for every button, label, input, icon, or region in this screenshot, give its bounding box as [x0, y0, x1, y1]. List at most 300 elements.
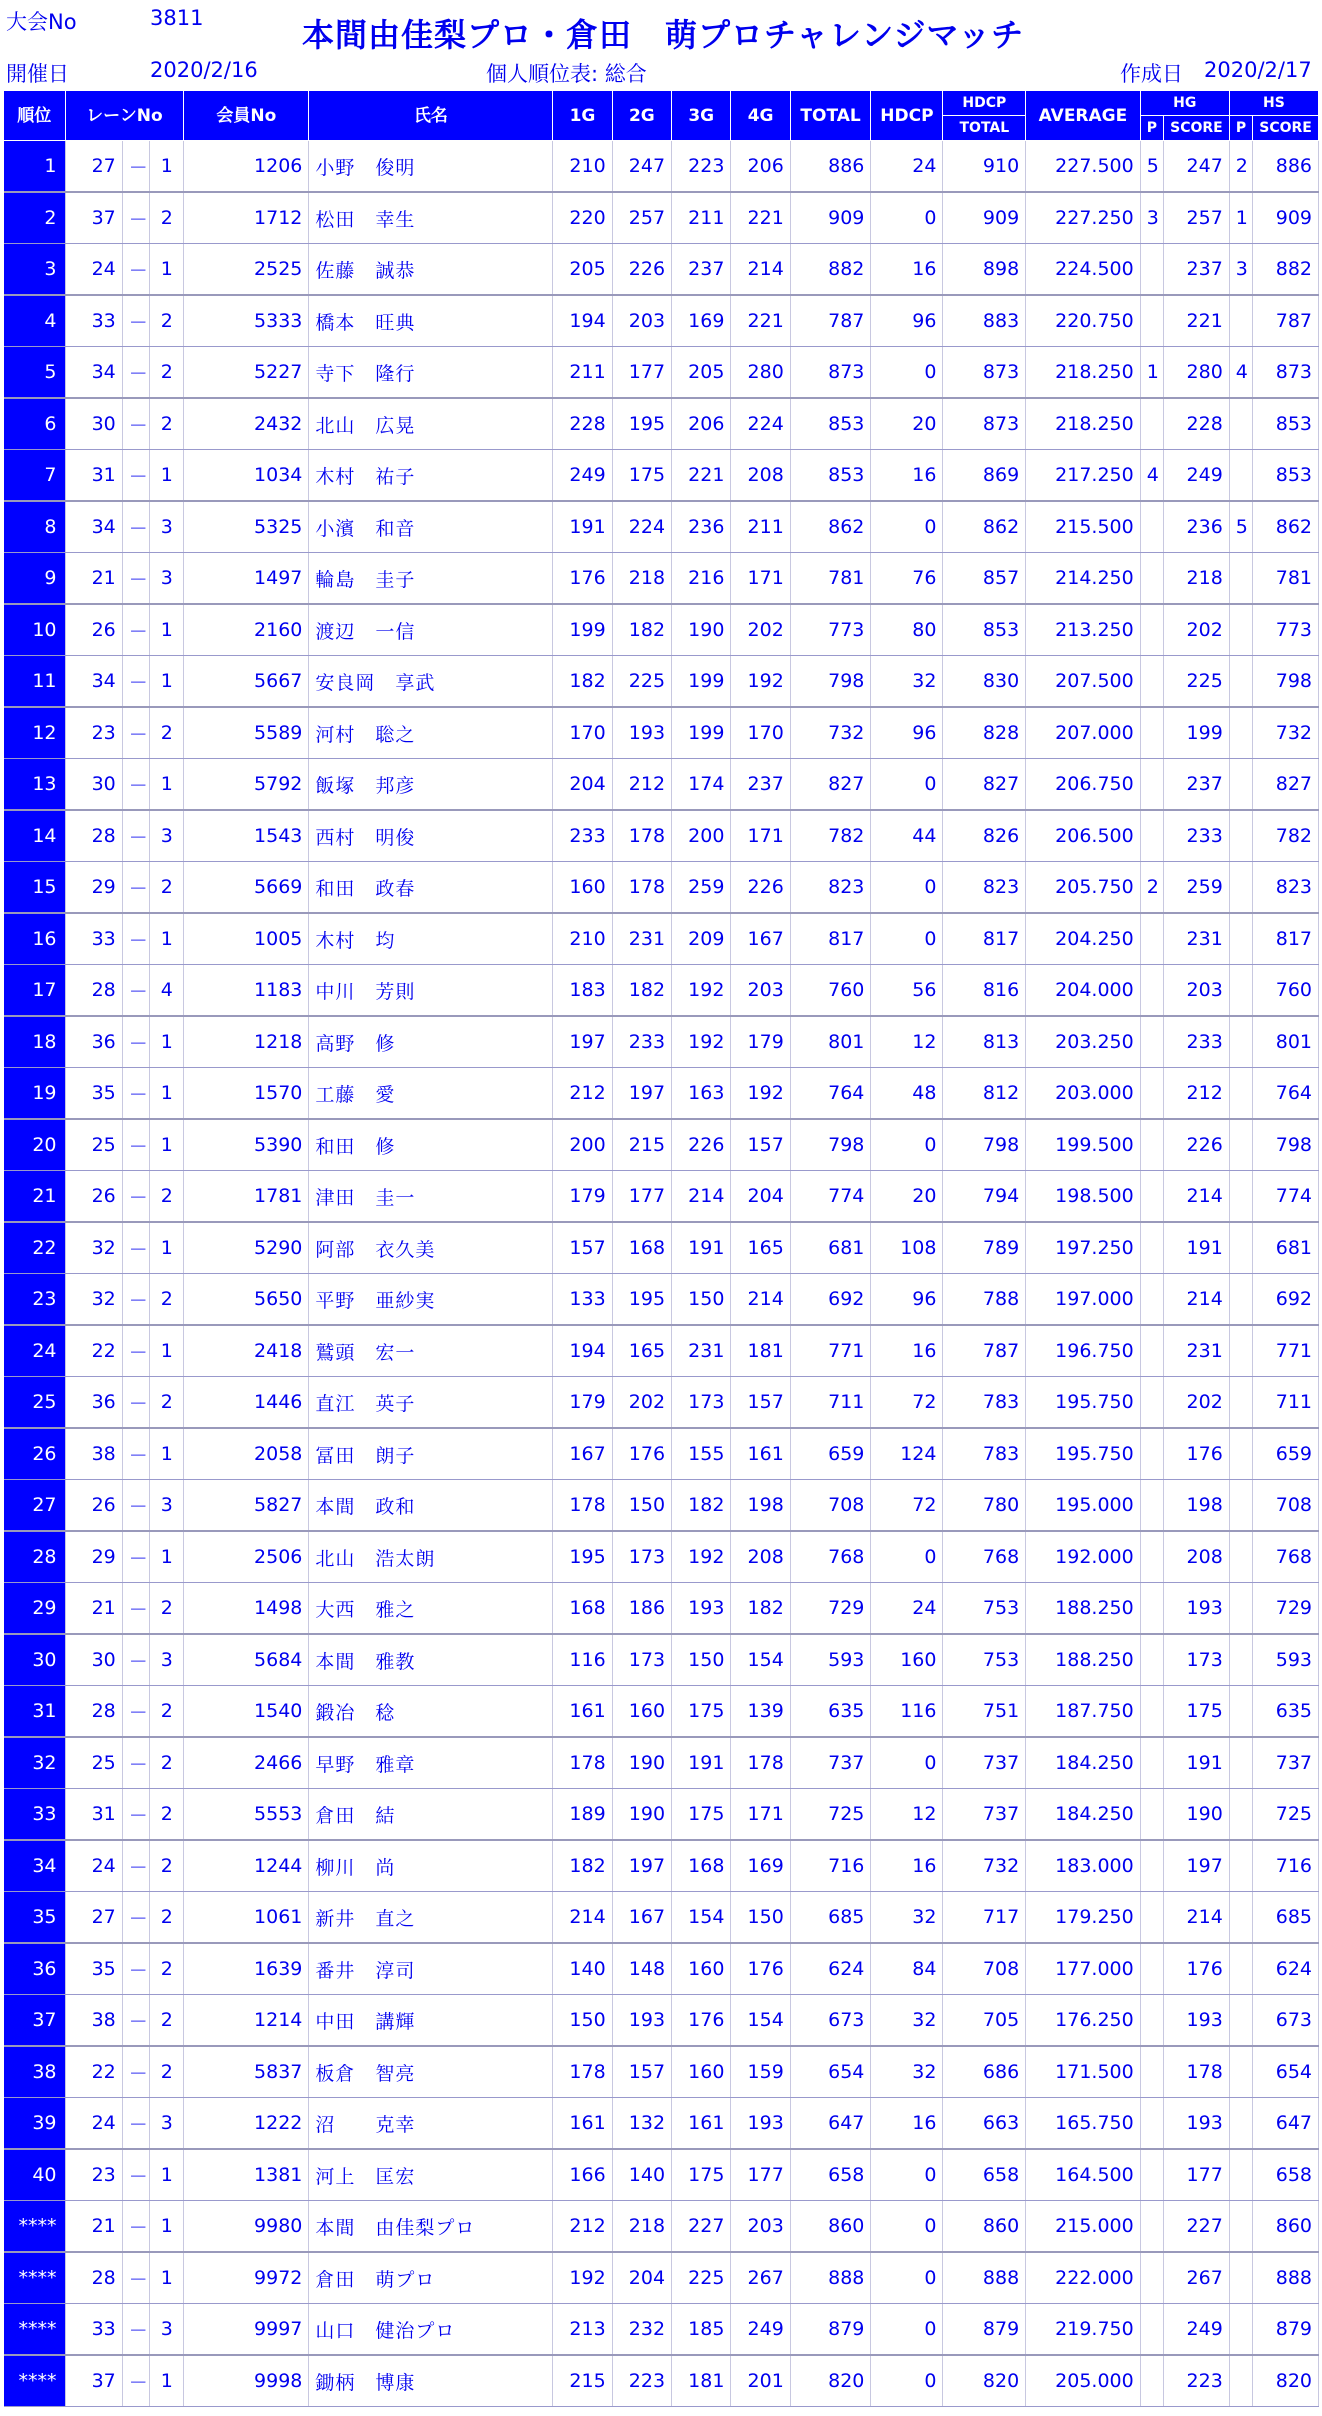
lane-pos-cell: 3 — [150, 2098, 184, 2150]
hg-place-cell — [1140, 810, 1163, 862]
rank-cell: 33 — [4, 1789, 66, 1841]
rank-cell: 20 — [4, 1119, 66, 1171]
hg-score-cell: 203 — [1164, 965, 1230, 1017]
hdcp-cell: 0 — [871, 192, 943, 244]
rank-cell: 31 — [4, 1686, 66, 1738]
hs-place-cell — [1229, 1995, 1252, 2047]
hg-score-cell: 280 — [1164, 347, 1230, 399]
hs-place-cell: 2 — [1229, 141, 1252, 193]
hs-score-cell: 768 — [1253, 1531, 1319, 1583]
game4-cell: 169 — [731, 1840, 790, 1892]
player-name-cell: 沼 克幸 — [309, 2098, 553, 2150]
average-cell: 215.500 — [1026, 501, 1141, 553]
hs-place-cell — [1229, 1583, 1252, 1635]
hdcp-cell: 160 — [871, 1634, 943, 1686]
hg-place-cell — [1140, 244, 1163, 296]
hg-place-cell — [1140, 2098, 1163, 2150]
total-cell: 654 — [790, 2046, 871, 2098]
player-name-cell: 本間 政和 — [309, 1480, 553, 1532]
game1-cell: 233 — [553, 810, 612, 862]
average-cell: 188.250 — [1026, 1583, 1141, 1635]
rank-cell: 16 — [4, 913, 66, 965]
lane-cell: 30 — [65, 759, 122, 811]
hg-place-cell — [1140, 1480, 1163, 1532]
lane-cell: 30 — [65, 398, 122, 450]
hdcp-total-cell: 830 — [943, 656, 1026, 708]
lane-cell: 25 — [65, 1737, 122, 1789]
hs-score-cell: 774 — [1253, 1171, 1319, 1223]
lane-pos-cell: 3 — [150, 1480, 184, 1532]
hg-score-cell: 218 — [1164, 553, 1230, 605]
hs-place-cell — [1229, 450, 1252, 502]
rank-cell: 4 — [4, 295, 66, 347]
game4-cell: 177 — [731, 2149, 790, 2201]
member-no-cell: 2466 — [184, 1737, 309, 1789]
player-name-cell: 山口 健治プロ — [309, 2304, 553, 2356]
game3-cell: 181 — [672, 2355, 731, 2407]
total-cell: 827 — [790, 759, 871, 811]
hdcp-cell: 24 — [871, 141, 943, 193]
game4-cell: 193 — [731, 2098, 790, 2150]
total-cell: 774 — [790, 1171, 871, 1223]
hdcp-total-cell: 823 — [943, 862, 1026, 914]
game3-cell: 193 — [672, 1583, 731, 1635]
col-average: AVERAGE — [1026, 91, 1141, 141]
hs-place-cell — [1229, 2149, 1252, 2201]
hg-place-cell: 5 — [1140, 141, 1163, 193]
member-no-cell: 9997 — [184, 2304, 309, 2356]
game4-cell: 170 — [731, 707, 790, 759]
lane-dash-cell: － — [122, 244, 150, 296]
lane-cell: 24 — [65, 2098, 122, 2150]
game2-cell: 212 — [612, 759, 671, 811]
game1-cell: 140 — [553, 1943, 612, 1995]
hdcp-cell: 32 — [871, 2046, 943, 2098]
table-row — [4, 2355, 1319, 2407]
hdcp-cell: 12 — [871, 1789, 943, 1841]
game1-cell: 249 — [553, 450, 612, 502]
table-row — [4, 707, 1319, 759]
hdcp-cell: 16 — [871, 1325, 943, 1377]
game2-cell: 148 — [612, 1943, 671, 1995]
game4-cell: 224 — [731, 398, 790, 450]
hs-place-cell — [1229, 1943, 1252, 1995]
hdcp-total-cell: 828 — [943, 707, 1026, 759]
member-no-cell: 5325 — [184, 501, 309, 553]
total-cell: 862 — [790, 501, 871, 553]
hs-score-cell: 771 — [1253, 1325, 1319, 1377]
lane-cell: 22 — [65, 2046, 122, 2098]
member-no-cell: 1005 — [184, 913, 309, 965]
hs-score-cell: 708 — [1253, 1480, 1319, 1532]
table-row — [4, 1583, 1319, 1635]
hdcp-total-cell: 898 — [943, 244, 1026, 296]
game1-cell: 210 — [553, 141, 612, 193]
hdcp-cell: 0 — [871, 1119, 943, 1171]
hs-place-cell — [1229, 1377, 1252, 1429]
average-cell: 195.000 — [1026, 1480, 1141, 1532]
hg-place-cell — [1140, 1789, 1163, 1841]
hg-place-cell — [1140, 398, 1163, 450]
game4-cell: 249 — [731, 2304, 790, 2356]
table-row — [4, 2252, 1319, 2304]
lane-dash-cell: － — [122, 2046, 150, 2098]
hs-score-cell: 820 — [1253, 2355, 1319, 2407]
hdcp-total-cell: 798 — [943, 1119, 1026, 1171]
hs-score-cell: 909 — [1253, 192, 1319, 244]
player-name-cell: 寺下 隆行 — [309, 347, 553, 399]
hs-score-cell: 853 — [1253, 450, 1319, 502]
lane-pos-cell: 3 — [150, 2304, 184, 2356]
hs-score-cell: 737 — [1253, 1737, 1319, 1789]
total-cell: 685 — [790, 1892, 871, 1944]
hs-score-cell: 647 — [1253, 2098, 1319, 2150]
table-row — [4, 810, 1319, 862]
member-no-cell: 1206 — [184, 141, 309, 193]
game2-cell: 150 — [612, 1480, 671, 1532]
lane-pos-cell: 4 — [150, 965, 184, 1017]
table-row — [4, 450, 1319, 502]
hdcp-cell: 124 — [871, 1428, 943, 1480]
total-cell: 823 — [790, 862, 871, 914]
hs-score-cell: 658 — [1253, 2149, 1319, 2201]
hg-score-cell: 177 — [1164, 2149, 1230, 2201]
table-row — [4, 1377, 1319, 1429]
average-cell: 192.000 — [1026, 1531, 1141, 1583]
rank-cell: 37 — [4, 1995, 66, 2047]
game3-cell: 150 — [672, 1634, 731, 1686]
lane-dash-cell: － — [122, 965, 150, 1017]
hdcp-total-cell: 753 — [943, 1583, 1026, 1635]
lane-pos-cell: 2 — [150, 862, 184, 914]
game2-cell: 232 — [612, 2304, 671, 2356]
page-subtitle: 個人順位表: 総合 — [486, 62, 647, 86]
hg-score-cell: 227 — [1164, 2201, 1230, 2253]
lane-pos-cell: 1 — [150, 2201, 184, 2253]
table-row — [4, 1943, 1319, 1995]
average-cell: 176.250 — [1026, 1995, 1141, 2047]
table-row — [4, 1171, 1319, 1223]
lane-pos-cell: 1 — [150, 2355, 184, 2407]
hs-score-cell: 654 — [1253, 2046, 1319, 2098]
hs-place-cell — [1229, 1531, 1252, 1583]
hs-place-cell — [1229, 1686, 1252, 1738]
total-cell: 781 — [790, 553, 871, 605]
hdcp-total-cell: 812 — [943, 1068, 1026, 1120]
player-name-cell: 冨田 朗子 — [309, 1428, 553, 1480]
lane-dash-cell: － — [122, 1016, 150, 1068]
game1-cell: 161 — [553, 1686, 612, 1738]
player-name-cell: 板倉 智亮 — [309, 2046, 553, 2098]
hs-place-cell — [1229, 2201, 1252, 2253]
hdcp-cell: 16 — [871, 1840, 943, 1892]
game4-cell: 192 — [731, 656, 790, 708]
hdcp-cell: 0 — [871, 2304, 943, 2356]
lane-pos-cell: 3 — [150, 1634, 184, 1686]
game1-cell: 178 — [553, 1737, 612, 1789]
member-no-cell: 5390 — [184, 1119, 309, 1171]
hg-place-cell — [1140, 501, 1163, 553]
lane-pos-cell: 2 — [150, 1274, 184, 1326]
player-name-cell: 高野 修 — [309, 1016, 553, 1068]
lane-pos-cell: 2 — [150, 1171, 184, 1223]
hdcp-total-cell: 813 — [943, 1016, 1026, 1068]
game2-cell: 160 — [612, 1686, 671, 1738]
lane-pos-cell: 1 — [150, 2252, 184, 2304]
table-row — [4, 1428, 1319, 1480]
game2-cell: 224 — [612, 501, 671, 553]
total-cell: 882 — [790, 244, 871, 296]
rank-cell: 39 — [4, 2098, 66, 2150]
lane-pos-cell: 3 — [150, 553, 184, 605]
total-cell: 787 — [790, 295, 871, 347]
total-cell: 647 — [790, 2098, 871, 2150]
member-no-cell: 2506 — [184, 1531, 309, 1583]
hdcp-total-cell: 862 — [943, 501, 1026, 553]
game2-cell: 190 — [612, 1789, 671, 1841]
lane-pos-cell: 2 — [150, 1892, 184, 1944]
total-cell: 853 — [790, 450, 871, 502]
average-cell: 222.000 — [1026, 2252, 1141, 2304]
hs-place-cell — [1229, 1016, 1252, 1068]
hs-score-cell: 873 — [1253, 347, 1319, 399]
rank-cell: **** — [4, 2355, 66, 2407]
lane-pos-cell: 2 — [150, 1789, 184, 1841]
hs-score-cell: 692 — [1253, 1274, 1319, 1326]
hs-place-cell — [1229, 1737, 1252, 1789]
hg-place-cell — [1140, 1892, 1163, 1944]
player-name-cell: 佐藤 誠恭 — [309, 244, 553, 296]
hs-place-cell — [1229, 1325, 1252, 1377]
hdcp-total-cell: 686 — [943, 2046, 1026, 2098]
hs-place-cell — [1229, 862, 1252, 914]
hg-place-cell — [1140, 1428, 1163, 1480]
total-cell: 886 — [790, 141, 871, 193]
game2-cell: 177 — [612, 1171, 671, 1223]
hdcp-total-cell: 751 — [943, 1686, 1026, 1738]
lane-pos-cell: 2 — [150, 192, 184, 244]
member-no-cell: 5837 — [184, 2046, 309, 2098]
game4-cell: 280 — [731, 347, 790, 399]
player-name-cell: 大西 雅之 — [309, 1583, 553, 1635]
rank-cell: 36 — [4, 1943, 66, 1995]
total-cell: 593 — [790, 1634, 871, 1686]
hg-score-cell: 173 — [1164, 1634, 1230, 1686]
game4-cell: 214 — [731, 1274, 790, 1326]
hs-place-cell: 5 — [1229, 501, 1252, 553]
hg-score-cell: 225 — [1164, 656, 1230, 708]
col-name: 氏名 — [309, 91, 553, 141]
hs-score-cell: 782 — [1253, 810, 1319, 862]
hg-score-cell: 202 — [1164, 1377, 1230, 1429]
average-cell: 227.250 — [1026, 192, 1141, 244]
col-hg-score: SCORE — [1164, 116, 1230, 141]
average-cell: 188.250 — [1026, 1634, 1141, 1686]
rank-cell: 10 — [4, 604, 66, 656]
hs-score-cell: 681 — [1253, 1222, 1319, 1274]
game2-cell: 218 — [612, 2201, 671, 2253]
hg-score-cell: 193 — [1164, 1995, 1230, 2047]
player-name-cell: 木村 均 — [309, 913, 553, 965]
hg-score-cell: 178 — [1164, 2046, 1230, 2098]
col-total: TOTAL — [790, 91, 871, 141]
lane-pos-cell: 2 — [150, 398, 184, 450]
col-lane: レーンNo — [65, 91, 184, 141]
hg-place-cell — [1140, 1634, 1163, 1686]
hg-score-cell: 237 — [1164, 244, 1230, 296]
hdcp-total-cell: 860 — [943, 2201, 1026, 2253]
page-title: 本間由佳梨プロ・倉田 萌プロチャレンジマッチ — [302, 16, 1025, 54]
game3-cell: 150 — [672, 1274, 731, 1326]
lane-cell: 21 — [65, 1583, 122, 1635]
rank-cell: 14 — [4, 810, 66, 862]
table-row — [4, 141, 1319, 193]
game2-cell: 140 — [612, 2149, 671, 2201]
player-name-cell: 北山 広晃 — [309, 398, 553, 450]
lane-dash-cell: － — [122, 862, 150, 914]
lane-cell: 36 — [65, 1016, 122, 1068]
rank-cell: 29 — [4, 1583, 66, 1635]
game4-cell: 176 — [731, 1943, 790, 1995]
player-name-cell: 倉田 結 — [309, 1789, 553, 1841]
hg-score-cell: 236 — [1164, 501, 1230, 553]
player-name-cell: 北山 浩太朗 — [309, 1531, 553, 1583]
average-cell: 218.250 — [1026, 347, 1141, 399]
hg-place-cell — [1140, 1943, 1163, 1995]
hdcp-total-cell: 820 — [943, 2355, 1026, 2407]
game3-cell: 190 — [672, 604, 731, 656]
lane-cell: 22 — [65, 1325, 122, 1377]
hg-place-cell — [1140, 1274, 1163, 1326]
lane-cell: 21 — [65, 2201, 122, 2253]
game3-cell: 169 — [672, 295, 731, 347]
lane-dash-cell: － — [122, 192, 150, 244]
hg-place-cell: 1 — [1140, 347, 1163, 399]
average-cell: 195.750 — [1026, 1377, 1141, 1429]
lane-cell: 26 — [65, 604, 122, 656]
member-no-cell: 5553 — [184, 1789, 309, 1841]
hdcp-total-cell: 883 — [943, 295, 1026, 347]
hdcp-cell: 76 — [871, 553, 943, 605]
hg-place-cell — [1140, 2355, 1163, 2407]
total-cell: 764 — [790, 1068, 871, 1120]
rank-cell: 26 — [4, 1428, 66, 1480]
average-cell: 207.500 — [1026, 656, 1141, 708]
game1-cell: 157 — [553, 1222, 612, 1274]
hdcp-total-cell: 737 — [943, 1737, 1026, 1789]
table-row — [4, 192, 1319, 244]
total-cell: 782 — [790, 810, 871, 862]
date-label: 開催日 — [6, 62, 69, 86]
hdcp-total-cell: 879 — [943, 2304, 1026, 2356]
hs-score-cell: 732 — [1253, 707, 1319, 759]
table-row — [4, 553, 1319, 605]
game1-cell: 210 — [553, 913, 612, 965]
hs-score-cell: 635 — [1253, 1686, 1319, 1738]
hg-score-cell: 249 — [1164, 450, 1230, 502]
hs-place-cell — [1229, 1068, 1252, 1120]
member-no-cell: 1543 — [184, 810, 309, 862]
member-no-cell: 1183 — [184, 965, 309, 1017]
game2-cell: 175 — [612, 450, 671, 502]
col-hg-p: P — [1140, 116, 1163, 141]
rank-cell: 3 — [4, 244, 66, 296]
average-cell: 198.500 — [1026, 1171, 1141, 1223]
lane-dash-cell: － — [122, 1686, 150, 1738]
lane-pos-cell: 1 — [150, 913, 184, 965]
game4-cell: 157 — [731, 1377, 790, 1429]
member-no-cell: 1540 — [184, 1686, 309, 1738]
hg-score-cell: 231 — [1164, 1325, 1230, 1377]
table-row — [4, 1737, 1319, 1789]
lane-dash-cell: － — [122, 707, 150, 759]
hdcp-cell: 32 — [871, 1892, 943, 1944]
rank-cell: 9 — [4, 553, 66, 605]
hg-place-cell — [1140, 1068, 1163, 1120]
hs-score-cell: 673 — [1253, 1995, 1319, 2047]
hdcp-cell: 0 — [871, 913, 943, 965]
hdcp-total-cell: 827 — [943, 759, 1026, 811]
table-row — [4, 295, 1319, 347]
lane-cell: 37 — [65, 192, 122, 244]
player-name-cell: 飯塚 邦彦 — [309, 759, 553, 811]
game4-cell: 201 — [731, 2355, 790, 2407]
hs-score-cell: 725 — [1253, 1789, 1319, 1841]
hs-score-cell: 798 — [1253, 656, 1319, 708]
lane-dash-cell: － — [122, 1171, 150, 1223]
average-cell: 199.500 — [1026, 1119, 1141, 1171]
lane-cell: 31 — [65, 1789, 122, 1841]
game3-cell: 225 — [672, 2252, 731, 2304]
total-cell: 820 — [790, 2355, 871, 2407]
total-cell: 888 — [790, 2252, 871, 2304]
lane-dash-cell: － — [122, 759, 150, 811]
game3-cell: 259 — [672, 862, 731, 914]
game3-cell: 192 — [672, 1016, 731, 1068]
table-row — [4, 604, 1319, 656]
game3-cell: 168 — [672, 1840, 731, 1892]
hg-score-cell: 191 — [1164, 1737, 1230, 1789]
game1-cell: 192 — [553, 2252, 612, 2304]
hg-place-cell — [1140, 1737, 1163, 1789]
rank-cell: 30 — [4, 1634, 66, 1686]
hg-score-cell: 228 — [1164, 398, 1230, 450]
hs-place-cell — [1229, 1789, 1252, 1841]
total-cell: 732 — [790, 707, 871, 759]
hdcp-cell: 108 — [871, 1222, 943, 1274]
rank-cell: 32 — [4, 1737, 66, 1789]
game1-cell: 170 — [553, 707, 612, 759]
hs-place-cell — [1229, 1171, 1252, 1223]
game3-cell: 236 — [672, 501, 731, 553]
lane-dash-cell: － — [122, 656, 150, 708]
total-cell: 708 — [790, 1480, 871, 1532]
table-row — [4, 1686, 1319, 1738]
hdcp-total-cell: 753 — [943, 1634, 1026, 1686]
game4-cell: 154 — [731, 1995, 790, 2047]
average-cell: 203.000 — [1026, 1068, 1141, 1120]
lane-pos-cell: 2 — [150, 295, 184, 347]
lane-cell: 33 — [65, 2304, 122, 2356]
game3-cell: 226 — [672, 1119, 731, 1171]
member-no-cell: 5667 — [184, 656, 309, 708]
hg-place-cell — [1140, 1016, 1163, 1068]
table-row — [4, 501, 1319, 553]
game2-cell: 186 — [612, 1583, 671, 1635]
game2-cell: 132 — [612, 2098, 671, 2150]
game2-cell: 197 — [612, 1068, 671, 1120]
table-row — [4, 1325, 1319, 1377]
